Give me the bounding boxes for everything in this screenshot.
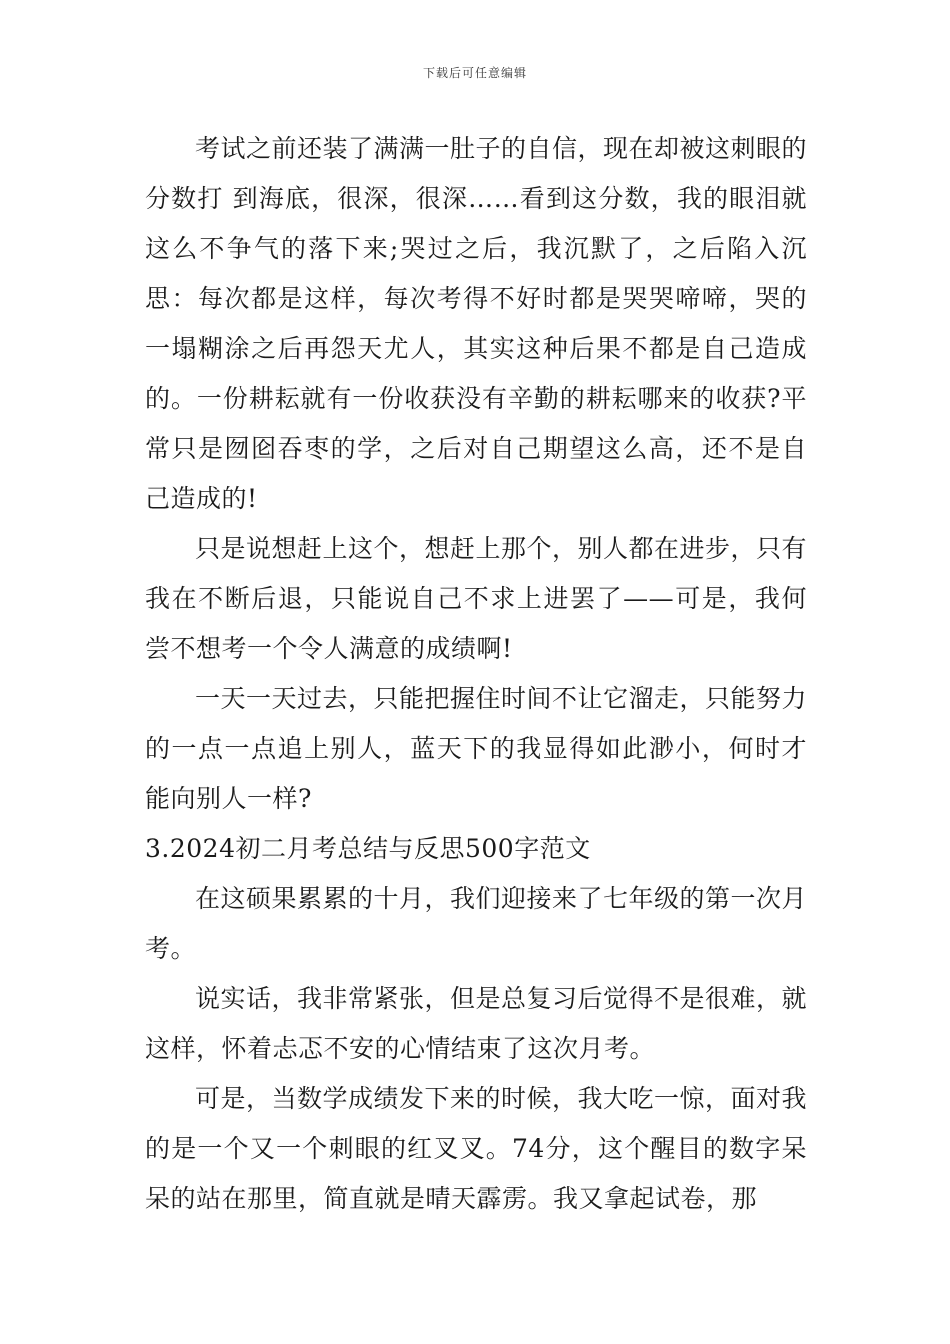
paragraph: 说实话，我非常紧张，但是总复习后觉得不是很难，就这样，怀着忐忑不安的心情结束了这次月考。 <box>145 984 808 1063</box>
paragraph: 考试之前还装了满满一肚子的自信，现在却被这刺眼的分数打 到海底，很深，很深……看到这分数，我的眼泪就这么不争气的落下来;哭过之后，我沉默了，之后陷入沉思：每次都是这样，每次考得不好时都是哭哭啼啼，哭的一塌糊涂之后再怨天尤人，其实这种后果不都是自己造成的。一份耕耘就有一份收获没有辛勤的耕耘哪来的收获?平常只是囫囵吞枣的学，之后对自己期望这么高，还不是自己造成的! <box>145 134 808 513</box>
paragraph: 一天一天过去，只能把握住时间不让它溜走，只能努力的一点一点追上别人，蓝天下的我显得如此渺小，何时才能向别人一样? <box>145 684 808 813</box>
paragraph: 只是说想赶上这个，想赶上那个，别人都在进步，只有我在不断后退，只能说自己不求上进罢了——可是，我何尝不想考一个令人满意的成绩啊! <box>145 534 808 663</box>
paragraph: 可是，当数学成绩发下来的时候，我大吃一惊，面对我的是一个又一个刺眼的红叉叉。74分，这个醒目的数字呆呆的站在那里，简直就是晴天霹雳。我又拿起试卷，那 <box>145 1084 808 1213</box>
paragraph: 在这硕果累累的十月，我们迎接来了七年级的第一次月考。 <box>145 884 808 963</box>
document-body <box>145 124 807 1224</box>
section-heading: 3.2024初二月考总结与反思500字范文 <box>145 834 591 863</box>
page-header: 下载后可任意编辑 <box>422 66 527 80</box>
